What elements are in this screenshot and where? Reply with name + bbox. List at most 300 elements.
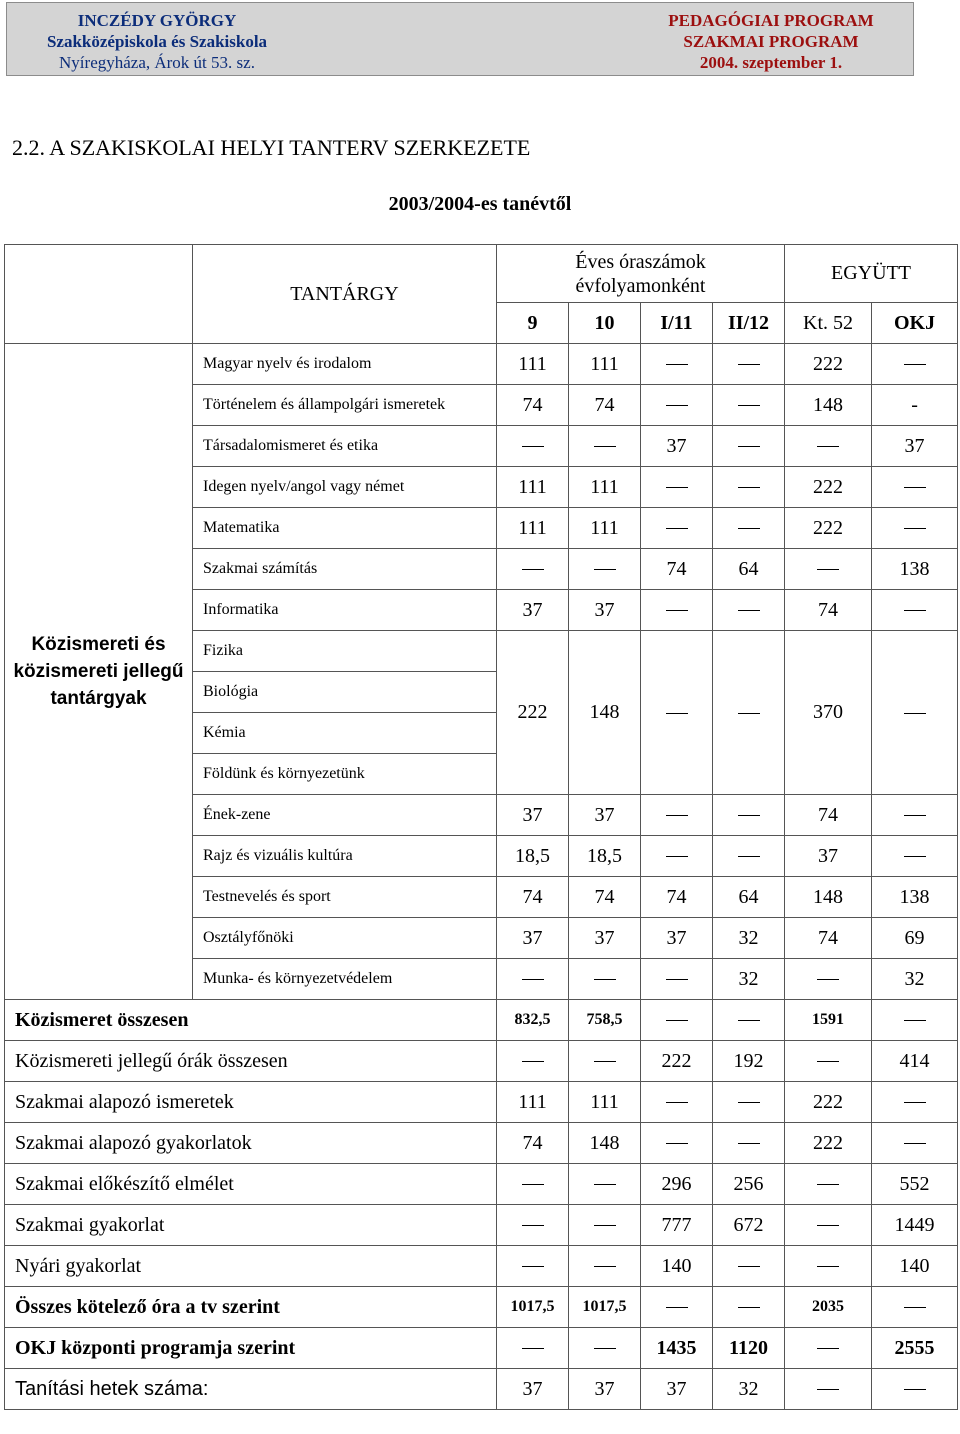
dash-mark [522,1266,544,1267]
summary-label-text: Közismeret összesen [15,1008,189,1031]
dash-mark [594,1225,616,1226]
dash-mark [738,405,760,406]
column-header [872,303,958,344]
value-cell [713,918,785,959]
summary-label-text: Közismereti jellegű órák összesen [15,1049,288,1072]
dash-mark [817,979,839,980]
dash-mark [594,1348,616,1349]
dash-mark [522,446,544,447]
value-cell [641,426,713,467]
value-cell [569,590,641,631]
value-cell [569,836,641,877]
value-cell [872,877,958,918]
value-cell [713,1123,785,1164]
summary-label-text: Szakmai gyakorlat [15,1213,165,1236]
column-header-text: OKJ [893,311,936,334]
dash-mark [817,1225,839,1226]
subject-name [193,631,497,672]
column-header-text: I/11 [660,311,693,334]
blank-corner [5,245,193,344]
dash-mark [522,1061,544,1062]
subject-name [193,836,497,877]
subject-name-text: Szakmai számítás [203,560,318,577]
dash-mark [594,1184,616,1185]
subject-header [193,245,497,344]
dash-mark [738,856,760,857]
summary-label [5,1082,497,1123]
value-cell [785,795,872,836]
value-text: 111 [590,475,619,498]
school-name: INCZÉDY GYÖRGY [77,11,237,30]
subject-name [193,549,497,590]
dash-mark [522,1184,544,1185]
value-cell [872,508,958,549]
value-cell [713,1246,785,1287]
value-cell [785,1328,872,1369]
value-text: 37 [666,1377,687,1400]
program-block [641,10,901,73]
dash-mark [904,1143,926,1144]
subject-name-text: Matematika [203,519,280,536]
summary-row [5,1041,958,1082]
value-cell [497,590,569,631]
value-cell [785,1369,872,1410]
value-cell [497,959,569,1000]
value-cell [785,1246,872,1287]
page-header [6,2,914,76]
value-cell [641,959,713,1000]
section-subtitle: 2003/2004-es tanévtől [388,193,572,215]
value-text: 222 [813,1090,844,1113]
value-cell [872,385,958,426]
value-text: 256 [733,1172,764,1195]
value-text: 222 [661,1049,692,1072]
value-cell [641,795,713,836]
value-cell [785,508,872,549]
value-cell [713,426,785,467]
value-text: 148 [813,393,844,416]
dash-mark [738,713,760,714]
summary-row [5,1369,958,1410]
value-text: 37 [904,434,925,457]
value-cell [785,467,872,508]
value-cell [497,1205,569,1246]
value-cell [872,918,958,959]
summary-row [5,1287,958,1328]
value-cell [497,877,569,918]
column-header [785,303,872,344]
dash-mark [666,979,688,980]
value-text: 138 [899,557,930,580]
value-text: 370 [813,701,844,723]
dash-mark [666,1143,688,1144]
column-header [641,303,713,344]
dash-mark [817,1348,839,1349]
value-cell [713,959,785,1000]
dash-mark [666,1102,688,1103]
value-cell [872,1287,958,1328]
value-text: 74 [666,885,687,908]
value-cell [569,508,641,549]
subject-name-text: Fizika [203,642,243,659]
subject-name-text: Ének-zene [203,806,271,823]
dash-mark [817,1389,839,1390]
summary-row [5,1205,958,1246]
value-cell [713,467,785,508]
value-cell [569,385,641,426]
value-text: 140 [899,1254,930,1277]
subject-name [193,426,497,467]
dash-mark [666,713,688,714]
value-cell [785,549,872,590]
dash-mark [594,446,616,447]
dash-mark [904,1102,926,1103]
dash-mark [817,1184,839,1185]
subject-name [193,754,497,795]
dash-mark [738,1102,760,1103]
value-text: 37 [522,926,543,949]
subject-name-text: Rajz és vizuális kultúra [203,847,353,864]
dash-mark [594,569,616,570]
subject-name [193,959,497,1000]
value-text: 18,5 [587,844,622,867]
value-cell [713,508,785,549]
value-cell [785,1164,872,1205]
value-cell [497,836,569,877]
value-cell [641,631,713,795]
value-text: 74 [522,393,543,416]
value-cell [641,1041,713,1082]
dash-mark [904,610,926,611]
dash-mark [817,1266,839,1267]
value-text: 74 [522,1131,543,1154]
subject-header-text: TANTÁRGY [290,282,399,305]
value-cell [569,631,641,795]
subject-name [193,508,497,549]
value-cell [497,1287,569,1328]
dash-mark [904,364,926,365]
dash-mark [738,364,760,365]
value-cell [641,344,713,385]
value-cell [641,1369,713,1410]
dash-mark [666,528,688,529]
value-cell [713,1369,785,1410]
value-cell [569,1000,641,1041]
value-cell [713,877,785,918]
value-text: 32 [738,1377,759,1400]
program-title-1: PEDAGÓGIAI PROGRAM [668,11,874,30]
summary-label [5,1000,497,1041]
value-text: 37 [594,598,615,621]
value-text: 2035 [812,1298,845,1315]
dash-mark [666,364,688,365]
summary-label [5,1205,497,1246]
dash-mark [522,1225,544,1226]
section-title: 2.2. A SZAKISKOLAI HELYI TANTERV SZERKEZETE [12,135,531,160]
value-cell [497,426,569,467]
value-cell [641,1123,713,1164]
value-cell [497,1328,569,1369]
value-cell [569,1287,641,1328]
value-cell [497,1369,569,1410]
value-cell [497,344,569,385]
value-text: 148 [589,701,620,723]
value-cell [641,590,713,631]
dash-mark [904,713,926,714]
subject-name-text: Idegen nyelv/angol vagy német [203,478,405,495]
value-text: 32 [738,926,759,949]
dash-mark [666,1020,688,1021]
dash-mark [738,1266,760,1267]
value-cell [785,631,872,795]
value-text: 140 [661,1254,692,1277]
value-cell [569,877,641,918]
value-text: 74 [666,557,687,580]
value-cell [569,1205,641,1246]
value-text: 37 [522,803,543,826]
dash-mark [817,446,839,447]
value-cell [497,549,569,590]
value-cell [641,549,713,590]
summary-label [5,1123,497,1164]
column-header-text: 10 [594,311,615,334]
subject-name [193,918,497,959]
value-text: 74 [594,393,615,416]
value-cell [872,590,958,631]
school-address: Nyíregyháza, Árok út 53. sz. [59,53,255,72]
subject-name-text: Testnevelés és sport [203,888,331,905]
value-cell [872,467,958,508]
dash-mark [738,1143,760,1144]
column-header-text: II/12 [727,311,770,334]
subject-name [193,877,497,918]
value-cell [569,1369,641,1410]
summary-row [5,1246,958,1287]
value-cell [641,836,713,877]
dash-mark [904,1389,926,1390]
value-text: 37 [522,598,543,621]
value-cell [785,1123,872,1164]
dash-mark [904,1020,926,1021]
value-cell [569,1328,641,1369]
summary-label-text: Szakmai alapozó ismeretek [15,1090,234,1113]
value-text: 111 [518,1090,547,1113]
value-cell [713,1082,785,1123]
dash-mark [817,569,839,570]
value-text: 148 [813,885,844,908]
subject-name [193,467,497,508]
value-text: 1017,5 [510,1298,555,1315]
value-text: 1591 [812,1011,845,1028]
summary-label [5,1369,497,1410]
summary-label-text: Nyári gyakorlat [15,1254,142,1277]
value-cell [497,918,569,959]
value-cell [872,1328,958,1369]
value-text: 222 [813,516,844,539]
value-cell [872,549,958,590]
value-text: 672 [733,1213,764,1236]
summary-row [5,1164,958,1205]
value-text: 1017,5 [582,1298,627,1315]
value-text: 64 [738,885,759,908]
summary-label [5,1328,497,1369]
column-header [569,303,641,344]
value-cell [872,1205,958,1246]
value-cell [713,549,785,590]
value-cell [497,1000,569,1041]
value-cell [872,631,958,795]
value-cell [569,795,641,836]
value-cell [872,426,958,467]
subject-name-text: Biológia [203,683,259,700]
value-cell [641,1246,713,1287]
value-text: 37 [666,434,687,457]
annual-hours-header [497,245,785,303]
value-text: 111 [518,516,547,539]
value-cell [641,1082,713,1123]
value-cell [497,1082,569,1123]
value-text: 111 [590,352,619,375]
value-cell [872,795,958,836]
value-cell [569,1246,641,1287]
value-text: 222 [517,701,548,723]
value-cell [569,426,641,467]
value-cell [497,467,569,508]
value-cell [872,1123,958,1164]
summary-label-text: Szakmai előkészítő elmélet [15,1172,234,1195]
subject-name [193,344,497,385]
value-cell [641,1000,713,1041]
dash-mark [738,610,760,611]
value-cell [872,1246,958,1287]
dash-mark [904,1307,926,1308]
value-cell [785,918,872,959]
value-cell [713,1287,785,1328]
summary-label [5,1164,497,1205]
summary-label-text: Összes kötelező óra a tv szerint [15,1295,280,1318]
subject-name [193,713,497,754]
group-label [5,344,193,1000]
value-cell [785,344,872,385]
dash-mark [904,856,926,857]
annual-hours-text: Éves óraszámok [575,250,706,273]
subject-name-text: Társadalomismeret és etika [203,437,379,454]
value-cell [641,1164,713,1205]
value-cell [497,795,569,836]
value-text: 32 [738,967,759,990]
summary-label [5,1246,497,1287]
subject-name-text: Történelem és állampolgári ismeretek [203,396,446,413]
subject-name-text: Magyar nyelv és irodalom [203,355,372,372]
dash-mark [666,815,688,816]
dash-mark [666,405,688,406]
dash-mark [817,1061,839,1062]
value-cell [872,1369,958,1410]
value-text: 74 [818,598,839,621]
value-text: 1120 [729,1336,768,1359]
dash-mark [666,1307,688,1308]
school-type: Szakközépiskola és Szakiskola [46,32,268,51]
dash-mark [522,1348,544,1349]
dash-mark [666,487,688,488]
table-row [5,344,958,385]
value-text: 192 [733,1049,764,1072]
value-cell [497,385,569,426]
value-cell [785,1041,872,1082]
value-cell [497,1123,569,1164]
value-text: 222 [813,475,844,498]
value-cell [872,959,958,1000]
subject-name [193,672,497,713]
program-date: 2004. szeptember 1. [699,53,843,72]
value-cell [713,631,785,795]
program-title-2: SZAKMAI PROGRAM [683,32,859,51]
column-header-text: 9 [527,311,538,334]
value-text: 37 [594,926,615,949]
value-cell [713,1000,785,1041]
value-text: 74 [818,803,839,826]
value-cell [713,1328,785,1369]
value-cell [872,1164,958,1205]
value-text: 37 [594,1377,615,1400]
value-cell [713,1205,785,1246]
value-cell [641,467,713,508]
value-cell [872,1041,958,1082]
value-cell [569,1164,641,1205]
value-cell [785,1205,872,1246]
value-cell [497,508,569,549]
value-cell [569,1123,641,1164]
value-text: 148 [589,1131,620,1154]
value-text: 37 [594,803,615,826]
column-header [713,303,785,344]
value-text: 111 [590,516,619,539]
column-header-text: Kt. 52 [803,311,854,334]
value-text: 74 [594,885,615,908]
subject-name-text: Osztályfőnöki [203,929,294,946]
value-cell [785,590,872,631]
value-cell [641,877,713,918]
summary-label-text: OKJ központi programja szerint [15,1336,296,1359]
value-cell [785,1000,872,1041]
summary-label [5,1287,497,1328]
value-text: 552 [899,1172,930,1195]
school-block [7,10,307,73]
value-cell [872,344,958,385]
value-cell [569,1041,641,1082]
curriculum-table [4,244,958,1410]
value-text: 296 [661,1172,692,1195]
per-grade-text: évfolyamonként [575,274,706,297]
dash-mark [522,979,544,980]
value-cell [713,1164,785,1205]
dash-mark [594,979,616,980]
value-cell [497,1164,569,1205]
value-text: 222 [813,352,844,375]
subject-name-text: Munka- és környezetvédelem [203,970,393,987]
subject-name [193,385,497,426]
dash-mark [522,569,544,570]
value-text: 111 [518,352,547,375]
value-text: 37 [522,1377,543,1400]
value-cell [872,1082,958,1123]
value-cell [569,918,641,959]
value-text: 69 [904,926,925,949]
dash-mark [904,815,926,816]
value-text: 1435 [656,1336,697,1359]
table-header-row [5,245,958,303]
dash-mark [738,446,760,447]
